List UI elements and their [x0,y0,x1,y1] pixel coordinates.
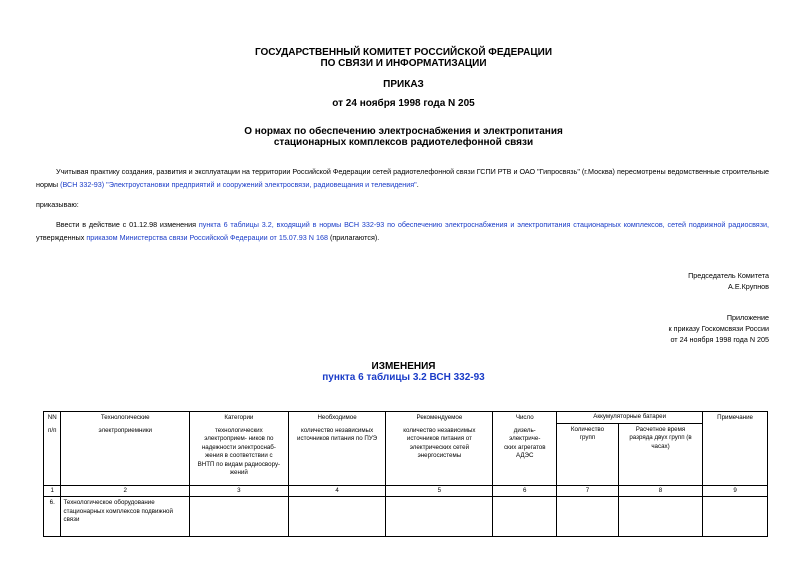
intro-text: Учитывая практику создания, развития и эксплуатации на территории Российской Федерации сетей радиотелефонной связи ГСПИ РТВ и ОАО "Гипросвязь" (г.Москва) пересмотрены ведомственные строительные нормы [36,167,769,189]
header-groups-label: Количество групп [570,425,605,441]
order-word: приказываю: [36,200,79,209]
col-number: 8 [618,485,702,497]
header-tech-sub: электроприемники [98,426,153,434]
changes-table [43,411,768,537]
changes-title: ИЗМЕНЕНИЯ [371,361,436,372]
col-number: 9 [703,485,768,497]
header-recommended [386,412,493,486]
changes-link[interactable]: пункта 6 таблицы 3.2, входящий в нормы ВСН 332-93 по обеспечению электроснабжения и электропитания стационарных комплексов, сетей подвижной радиосвязи, [198,220,770,229]
table-cell [288,497,386,537]
table-cell [557,497,619,537]
header-nn-sub: п/п [48,426,57,434]
header-groups [557,423,619,485]
header-recommended-label: Рекомендуемое [416,414,463,421]
decree-start: Ввести в действие с 01.12.98 изменения [56,220,196,229]
column-numbers-row [44,485,768,497]
header-category-sub: технологических электроприем- ников по надежности электроснаб- жения в соответствии с ВНТП по видам радиосвору- жений [197,426,281,476]
doc-date: от 24 ноября 1998 года N 205 [332,98,475,109]
col-number: 3 [190,485,289,497]
appendix-line3: от 24 ноября 1998 года N 205 [670,335,769,344]
header-note: Примечание [703,412,768,486]
header-recommended-sub: количество независимых источников питания от электрических сетей энергосистемы [403,426,476,459]
doc-type: ПРИКАЗ [383,79,424,90]
changes-subtitle[interactable]: пункта 6 таблицы 3.2 ВСН 332-93 [322,372,485,383]
col-number: 1 [44,485,61,497]
subject-line2: стационарных комплексов радиотелефонной связи [273,137,534,148]
header-battery: Аккумуляторные батареи [557,412,703,424]
header-calc-time-label: Расчетное время разряда двух групп (в часах) [629,425,692,450]
subject-line1: О нормах по обеспечению электроснабжения и электропитания [244,126,563,137]
decree-end: (прилагаются). [329,233,380,242]
decree-mid: утвержденных [36,233,85,242]
header-needed-label: Необходимое [317,414,357,421]
col-number: 4 [288,485,386,497]
vsn-link[interactable]: (ВСН 332-93) "Электроустановки предприятий и сооружений электросвязи, радиовещания и телевидения" [60,180,417,189]
header-category [190,412,289,486]
header-diesel-sub: дизель- электриче- ских агрегатов АДЭС [503,426,546,459]
appendix-line1: Приложение [726,313,769,322]
header-nn-label: NN [47,414,57,421]
header-calc-time [618,423,702,485]
header-nn [44,412,61,486]
committee-title-line2: ПО СВЯЗИ И ИНФОРМАТИЗАЦИИ [320,58,487,69]
table-header-row [44,412,768,424]
col-number: 6 [493,485,557,497]
header-tech-label: Технологические [100,414,150,421]
col-number: 5 [386,485,493,497]
header-needed [288,412,386,486]
signature-name: А.Е.Крупнов [728,282,769,291]
row-number: 6. [44,497,61,537]
intro-end: . [416,180,419,189]
signature-position: Председатель Комитета [688,271,769,280]
intro-paragraph [36,165,769,191]
table-row [44,497,768,537]
header-category-label: Категории [224,414,254,421]
row-tech-equipment: Технологическое оборудование стационарных комплексов подвижной связи [61,497,190,537]
header-diesel-label: Число [515,414,534,421]
decree-paragraph [36,218,769,244]
table-cell [493,497,557,537]
table-cell [386,497,493,537]
table-cell [190,497,289,537]
header-needed-sub: количество независимых источников питания по ПУЭ [297,426,378,442]
ministry-order-link[interactable]: приказом Министерства связи Российской Федерации от 15.07.93 N 168 [86,233,328,242]
appendix-line2: к приказу Госкомсвязи России [668,324,769,333]
col-number: 7 [557,485,619,497]
table-cell [618,497,702,537]
table-cell [703,497,768,537]
header-diesel [493,412,557,486]
header-tech [61,412,190,486]
col-number: 2 [61,485,190,497]
committee-title-line1: ГОСУДАРСТВЕННЫЙ КОМИТЕТ РОССИЙСКОЙ ФЕДЕРАЦИИ [254,47,553,58]
